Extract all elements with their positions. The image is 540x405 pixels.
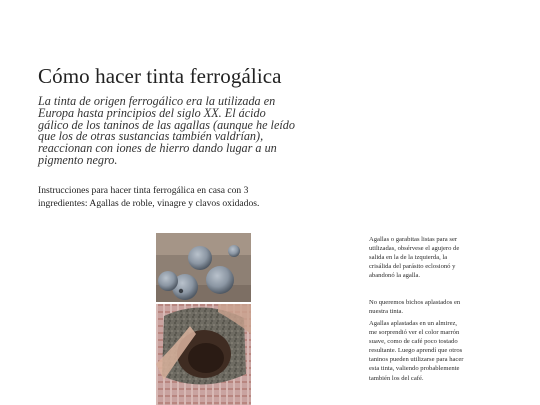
page-title: Cómo hacer tinta ferrogálica (38, 64, 282, 88)
caption-mortar-text: Agallas aplastadas en un almirez, me sorprendió ver el color marrón suave, como de café poco tostado resultante. Luego aprendí que otros taninos pueden utilizarse para hacer esta tinta, valiendo probablemente también los del café. (369, 320, 464, 382)
caption-bugs-text: No queremos bichos aplastados en nuestra tinta. (369, 299, 461, 316)
galls-photo (156, 233, 251, 302)
caption-mortar (369, 319, 464, 383)
caption-galls-text: Agallas o garabitas listas para ser utilizadas, obsérvese el agujero de salida en la de la izquierda, la crisálida del parásito eclosionó y abandonó la agalla. (369, 236, 460, 280)
instructions-paragraph: Instrucciones para hacer tinta ferrogálica en casa con 3 ingredientes: Agallas de roble, vinagre y clavos oxidados. (38, 185, 260, 209)
mortar-photo (156, 304, 251, 405)
caption-galls (369, 235, 464, 280)
caption-bugs (369, 298, 464, 316)
lead-paragraph: La tinta de origen ferrogálico era la utilizada en Europa hasta principios del siglo XX. El ácido gálico de los taninos de las agallas (aunque he leído que los de otras sustancias también valdrían), reaccionan con iones de hierro dando lugar a un pigmento negro. (38, 94, 295, 167)
